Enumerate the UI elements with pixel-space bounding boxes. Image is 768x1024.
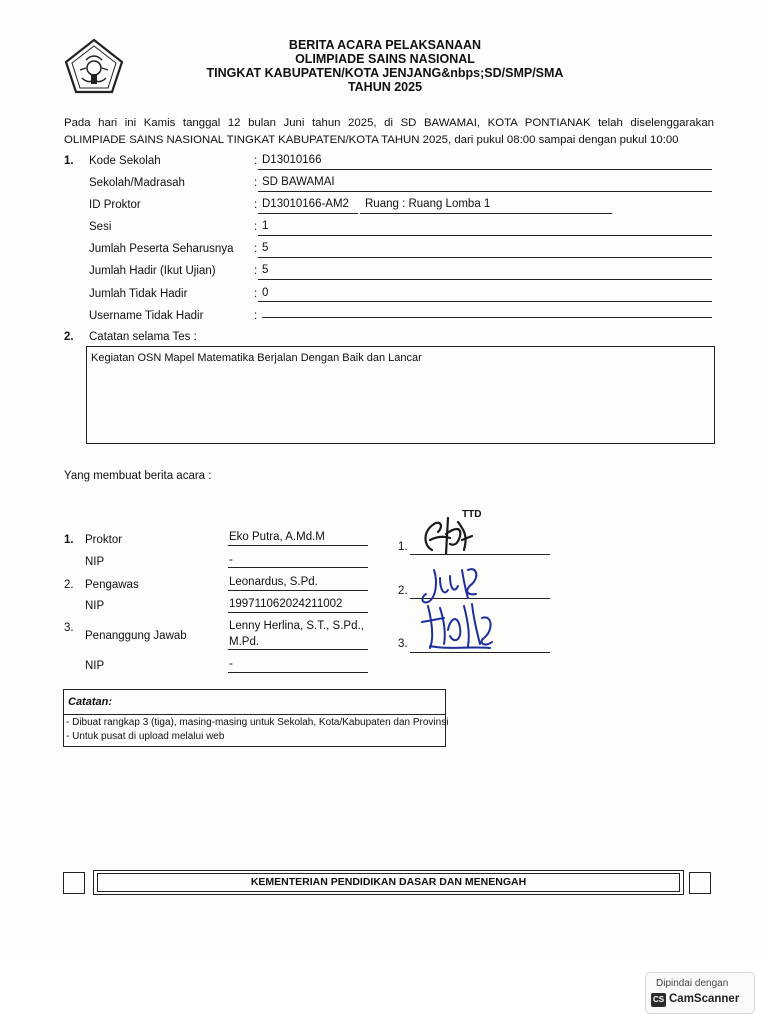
colon: : xyxy=(254,310,258,322)
title-line-3: TINGKAT KABUPATEN/KOTA JENJANG&nbps;SD/SMP/SMA xyxy=(206,66,564,80)
colon: : xyxy=(254,199,258,211)
underline xyxy=(258,169,712,170)
camscanner-caption: Dipindai dengan xyxy=(656,978,729,989)
ttd-label: TTD xyxy=(462,509,482,520)
signer-3-number: 3. xyxy=(64,622,74,634)
signers-heading: Yang membuat berita acara : xyxy=(64,470,212,482)
underline xyxy=(258,257,712,258)
underline xyxy=(228,545,368,546)
underline xyxy=(228,590,368,591)
value-id-proktor: D13010166-AM2 xyxy=(262,198,349,210)
camscanner-brand: CamScanner xyxy=(669,993,740,1005)
signer-1-nip-label: NIP xyxy=(85,556,105,568)
underline xyxy=(258,279,712,280)
colon: : xyxy=(254,177,258,189)
signer-3-name-line1: Lenny Herlina, S.T., S.Pd., xyxy=(229,620,364,632)
value-kode-sekolah: D13010166 xyxy=(262,154,322,166)
title-line-2: OLIMPIADE SAINS NASIONAL xyxy=(295,52,475,66)
signer-3-name-line2: M.Pd. xyxy=(229,636,260,648)
colon: : xyxy=(254,265,258,277)
label-sesi: Sesi xyxy=(89,221,112,233)
title-line-1: BERITA ACARA PELAKSANAAN xyxy=(288,38,482,52)
colon: : xyxy=(254,288,258,300)
underline xyxy=(258,235,712,236)
underline xyxy=(262,317,712,318)
underline xyxy=(228,672,368,673)
camscanner-watermark xyxy=(645,972,755,1014)
signer-2-role: Pengawas xyxy=(85,579,139,591)
colon: : xyxy=(254,243,258,255)
label-jumlah-tidak-hadir: Jumlah Tidak Hadir xyxy=(89,288,188,300)
catatan-divider xyxy=(64,714,445,715)
signer-1-number: 1. xyxy=(64,534,74,546)
underline xyxy=(258,213,358,214)
footer-box-left xyxy=(63,872,85,894)
label-jumlah-hadir: Jumlah Hadir (Ikut Ujian) xyxy=(89,265,216,277)
footer-ministry-text: KEMENTERIAN PENDIDIKAN DASAR DAN MENENGAH xyxy=(250,876,527,888)
underline xyxy=(360,213,612,214)
underline xyxy=(228,649,368,650)
underline xyxy=(228,612,368,613)
signer-2-nip-label: NIP xyxy=(85,600,105,612)
section-1-number: 1. xyxy=(64,155,74,167)
colon: : xyxy=(254,155,258,167)
footer-box-right xyxy=(689,872,711,894)
signer-3-nip: - xyxy=(229,658,233,670)
label-kode-sekolah: Kode Sekolah xyxy=(89,155,161,167)
signer-1-role: Proktor xyxy=(85,534,123,546)
tut-wuri-handayani-logo xyxy=(62,38,126,94)
underline xyxy=(258,191,712,192)
value-jumlah-hadir: 5 xyxy=(262,264,269,276)
sig-number-3: 3. xyxy=(398,638,408,650)
notes-text: Kegiatan OSN Mapel Matematika Berjalan Dengan Baik dan Lancar xyxy=(91,352,422,364)
label-sekolah-madrasah: Sekolah/Madrasah xyxy=(89,177,185,189)
intro-line-2: OLIMPIADE SAINS NASIONAL TINGKAT KABUPATEN/KOTA TAHUN 2025, dari pukul 08:00 sampai dengan pukul 10:00 xyxy=(64,134,679,146)
signer-3-role: Penanggung Jawab xyxy=(85,630,187,642)
signer-2-number: 2. xyxy=(64,579,74,591)
sig-number-1: 1. xyxy=(398,541,408,553)
value-jumlah-peserta: 5 xyxy=(262,242,269,254)
label-username-tidak-hadir: Username Tidak Hadir xyxy=(89,310,204,322)
section-2-label: Catatan selama Tes : xyxy=(89,331,197,343)
footer-ministry-box xyxy=(93,870,684,895)
catatan-item-2: - Untuk pusat di upload melalui web xyxy=(66,731,225,742)
signer-3-nip-label: NIP xyxy=(85,660,105,672)
signer-1-name: Eko Putra, A.Md.M xyxy=(229,531,325,543)
value-sekolah-madrasah: SD BAWAMAI xyxy=(262,176,335,188)
catatan-box xyxy=(63,689,449,747)
section-2-number: 2. xyxy=(64,331,74,343)
signer-2-nip: 199711062024211002 xyxy=(229,598,343,610)
colon: : xyxy=(254,221,258,233)
underline xyxy=(258,301,712,302)
notes-box xyxy=(86,346,715,444)
value-sesi: 1 xyxy=(262,220,269,232)
catatan-item-1: - Dibuat rangkap 3 (tiga), masing-masing untuk Sekolah, Kota/Kabupaten dan Provinsi xyxy=(66,717,449,728)
underline xyxy=(228,567,368,568)
handwritten-signatures xyxy=(410,510,500,660)
catatan-title: Catatan: xyxy=(68,696,113,708)
title-line-4: TAHUN 2025 xyxy=(347,80,423,94)
value-ruang: Ruang : Ruang Lomba 1 xyxy=(365,198,491,210)
sig-number-2: 2. xyxy=(398,585,408,597)
camscanner-logo-icon: CS xyxy=(651,993,666,1007)
value-jumlah-tidak-hadir: 0 xyxy=(262,287,269,299)
signer-2-name: Leonardus, S.Pd. xyxy=(229,576,318,588)
label-id-proktor: ID Proktor xyxy=(89,199,141,211)
signer-1-nip: - xyxy=(229,554,233,566)
intro-line-1: Pada hari ini Kamis tanggal 12 bulan Juni tahun 2025, di SD BAWAMAI, KOTA PONTIANAK telah diselenggarakan xyxy=(64,117,714,129)
label-jumlah-peserta: Jumlah Peserta Seharusnya xyxy=(89,243,234,255)
